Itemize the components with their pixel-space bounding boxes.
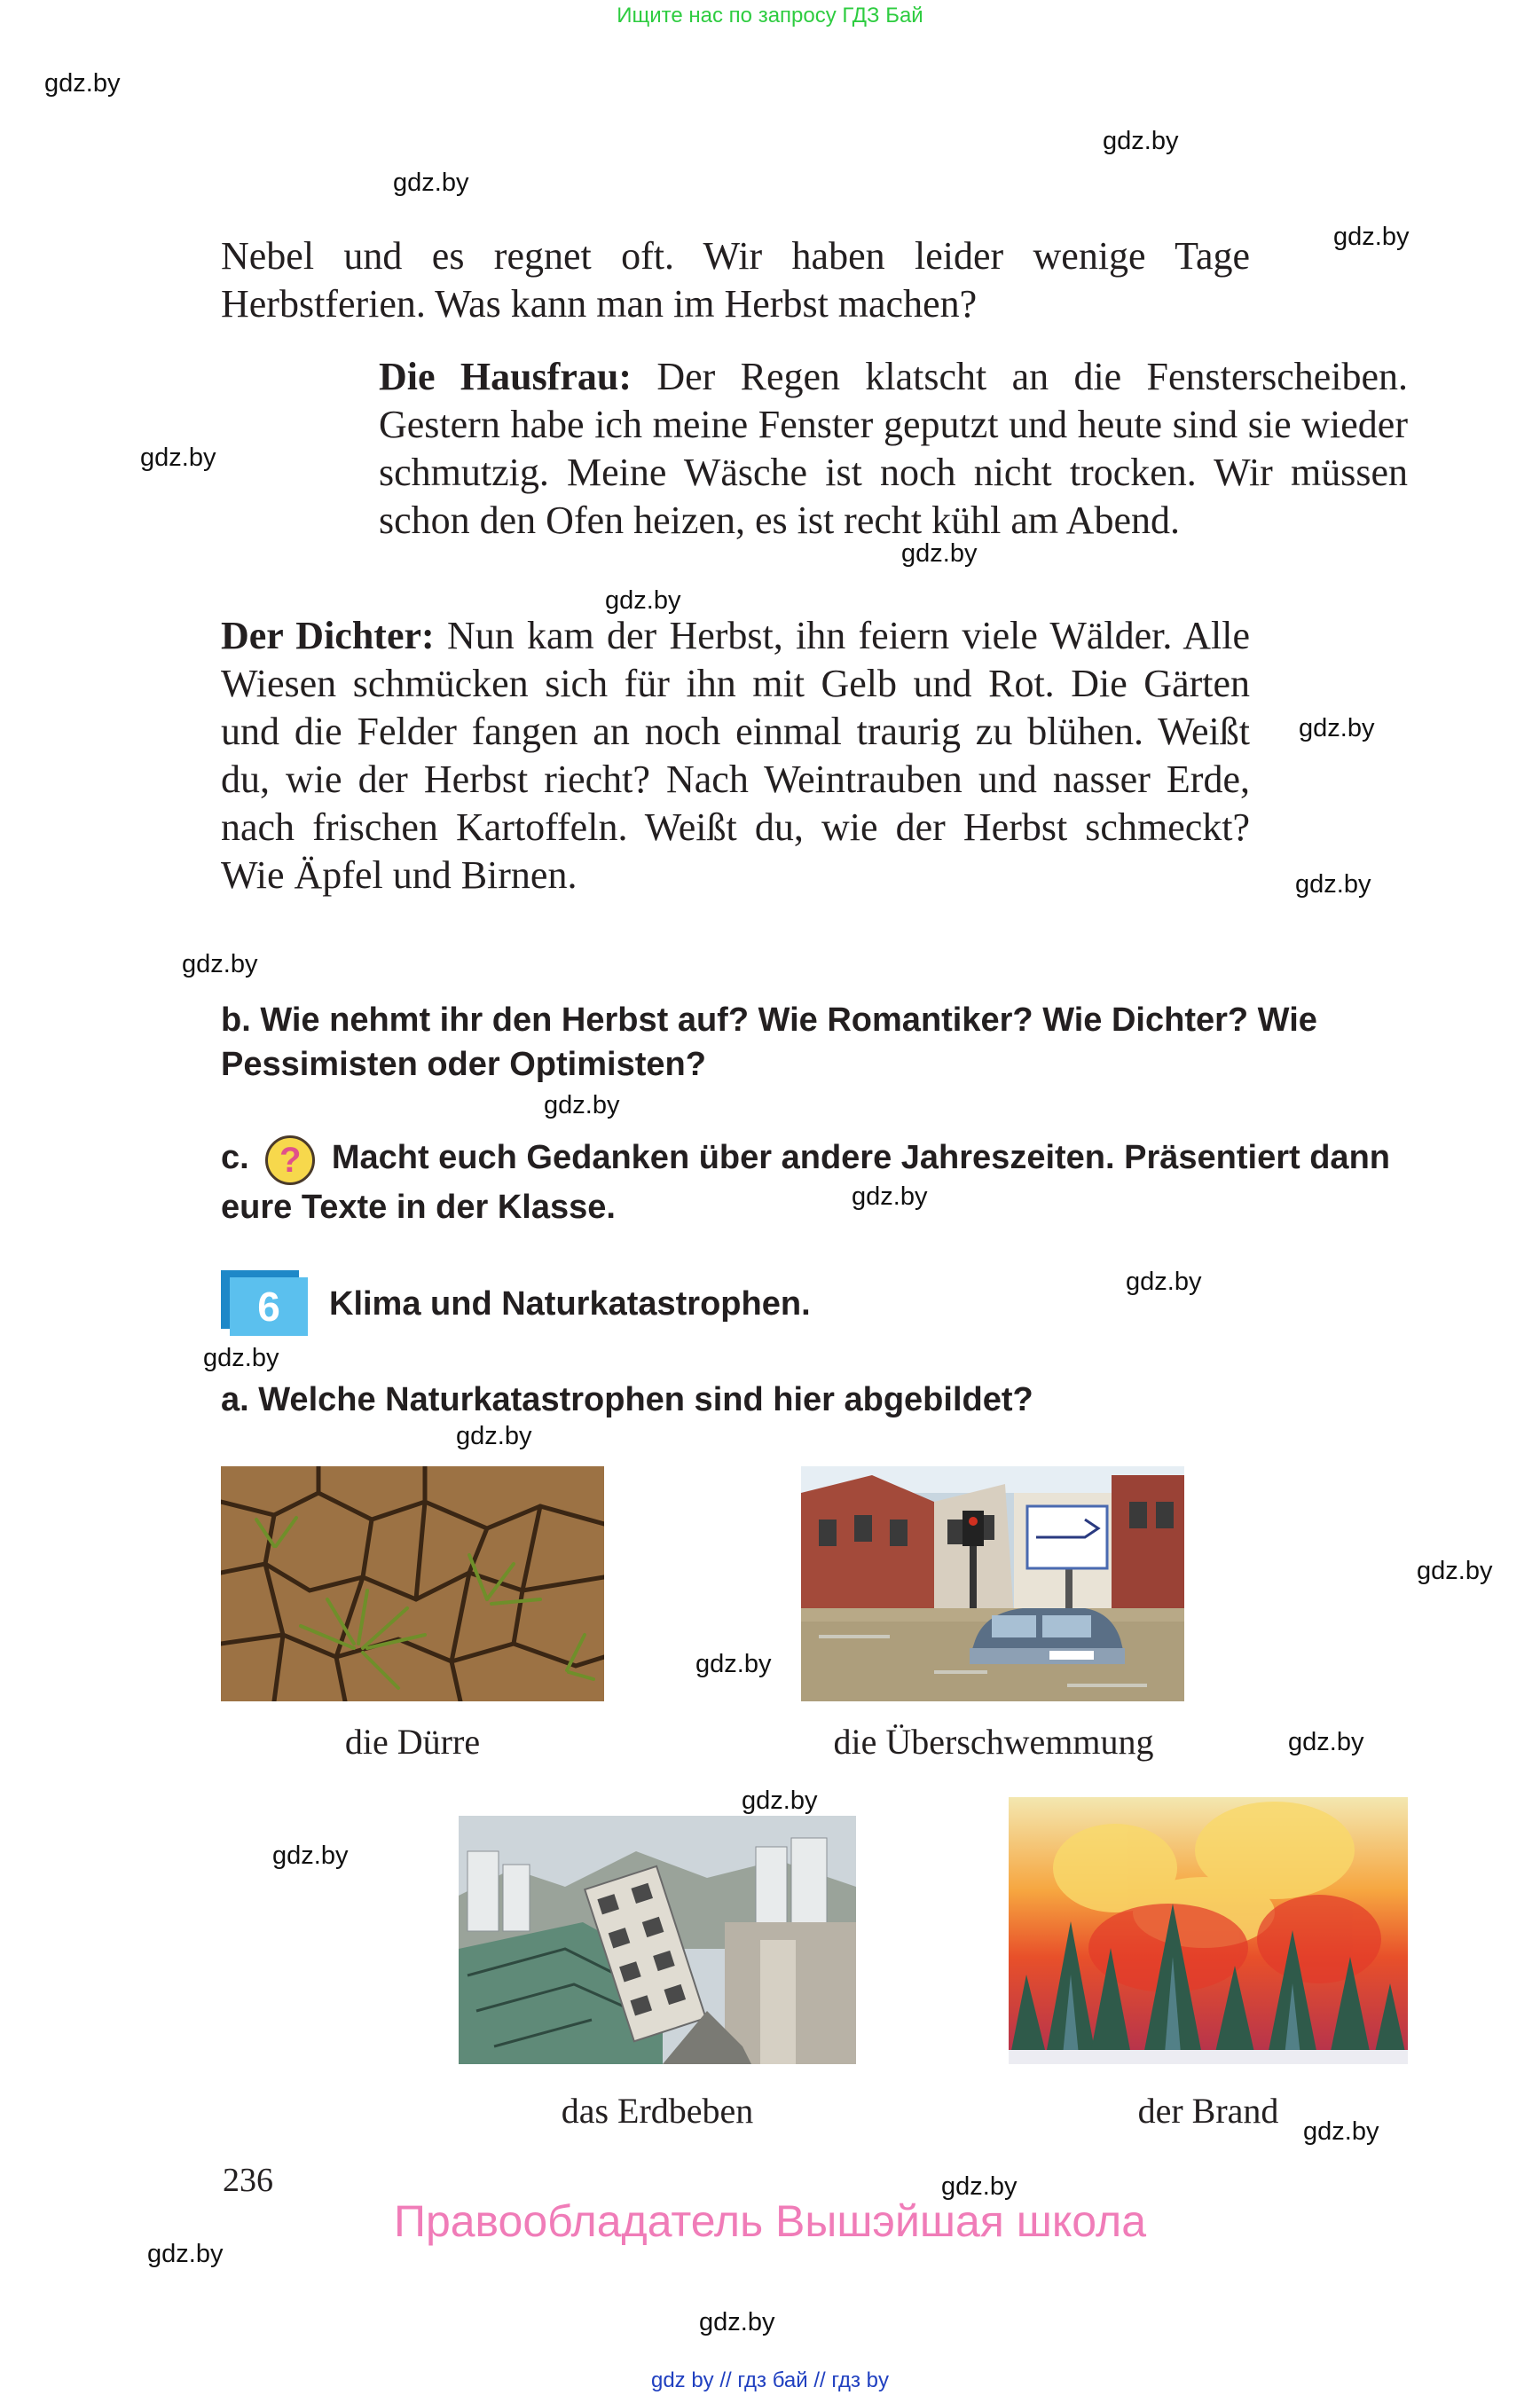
bottom-links[interactable]: gdz by // гдз бай // гдз by bbox=[650, 2368, 890, 2392]
watermark: gdz.by bbox=[605, 586, 681, 615]
exercise-number: 6 bbox=[230, 1277, 308, 1336]
watermark: gdz.by bbox=[1295, 870, 1371, 899]
watermark: gdz.by bbox=[544, 1091, 620, 1119]
task-c-prefix: c. bbox=[221, 1139, 249, 1176]
cracked-earth-photo bbox=[221, 1466, 604, 1701]
earthquake-caption: das Erdbeben bbox=[561, 2091, 754, 2131]
watermark: gdz.by bbox=[1299, 714, 1375, 742]
collapsed-buildings-photo bbox=[459, 1816, 856, 2064]
question-icon: ? bbox=[265, 1135, 315, 1185]
dichter-text: Nun kam der Herbst, ihn feiern viele Wälder. Alle Wiesen schmücken sich für ihn mit Gelb und Rot. Die Gärten und die Felder fangen an noch einmal traurig zu blühen. Weißt du, wie der Herbst riecht? Nach Weintrauben und nasser Erde, nach frischen Kartoffeln. Weißt du, wie der Herbst schmeckt? Wie Äpfel und Birnen. bbox=[221, 614, 1250, 897]
task-b: b. Wie nehmt ihr den Herbst auf? Wie Romantiker? Wie Dichter? Wie Pessimisten oder Optimisten? bbox=[221, 1001, 1317, 1083]
watermark: gdz.by bbox=[1417, 1557, 1493, 1585]
copyright-notice: Правообладатель Вышэйшая школа bbox=[394, 2196, 1146, 2246]
watermark: gdz.by bbox=[272, 1842, 349, 1870]
flood-caption: die Überschwemmung bbox=[833, 1722, 1154, 1762]
watermark: gdz.by bbox=[941, 2172, 1018, 2201]
hausfrau-speaker: Die Hausfrau: bbox=[379, 355, 632, 398]
dichter-paragraph bbox=[221, 612, 1250, 899]
watermark: gdz.by bbox=[1333, 223, 1410, 251]
flooded-street-photo bbox=[801, 1466, 1184, 1701]
page-number: 236 bbox=[223, 2162, 273, 2199]
fire-caption: der Brand bbox=[1137, 2091, 1279, 2131]
exercise-title: Klima und Naturkatastrophen. bbox=[329, 1285, 811, 1323]
hausfrau-text: Der Regen klatscht an die Fensterscheiben. Gestern habe ich meine Fenster geputzt und heute sind sie wieder schmutzig. Meine Wäsche ist noch nicht trocken. Wir müssen schon den Ofen heizen, es ist recht kühl am Abend. bbox=[379, 355, 1409, 542]
watermark: gdz.by bbox=[182, 950, 258, 978]
watermark: gdz.by bbox=[393, 169, 469, 197]
dichter-speaker: Der Dichter: bbox=[221, 614, 435, 657]
watermark: gdz.by bbox=[852, 1182, 928, 1211]
watermark: gdz.by bbox=[1103, 127, 1179, 155]
exercise-number-box bbox=[221, 1270, 308, 1336]
watermark: gdz.by bbox=[456, 1422, 532, 1450]
watermark: gdz.by bbox=[147, 2240, 224, 2268]
drought-caption: die Dürre bbox=[344, 1722, 481, 1762]
watermark: gdz.by bbox=[699, 2308, 775, 2336]
watermark: gdz.by bbox=[1126, 1268, 1202, 1296]
hausfrau-paragraph bbox=[379, 353, 1408, 545]
top-banner[interactable]: Ищите нас по запросу ГДЗ Бай bbox=[617, 4, 923, 27]
task-a: a. Welche Naturkatastrophen sind hier abgebildet? bbox=[221, 1381, 1033, 1418]
watermark: gdz.by bbox=[742, 1787, 818, 1815]
forest-fire-photo bbox=[1009, 1797, 1408, 2064]
task-c-text: Macht euch Gedanken über andere Jahreszeiten. Präsentiert dann eure Texte in der Klasse. bbox=[221, 1139, 1390, 1226]
watermark: gdz.by bbox=[901, 539, 978, 568]
watermark: gdz.by bbox=[695, 1650, 772, 1678]
watermark: gdz.by bbox=[203, 1344, 279, 1372]
intro-paragraph: Nebel und es regnet oft. Wir haben leider wenige Tage Herbstferien. Was kann man im Herbst machen? bbox=[221, 234, 1250, 326]
watermark: gdz.by bbox=[44, 69, 121, 98]
watermark: gdz.by bbox=[1288, 1728, 1364, 1756]
watermark: gdz.by bbox=[1303, 2117, 1379, 2146]
watermark: gdz.by bbox=[140, 444, 216, 472]
task-c bbox=[221, 1135, 1410, 1229]
